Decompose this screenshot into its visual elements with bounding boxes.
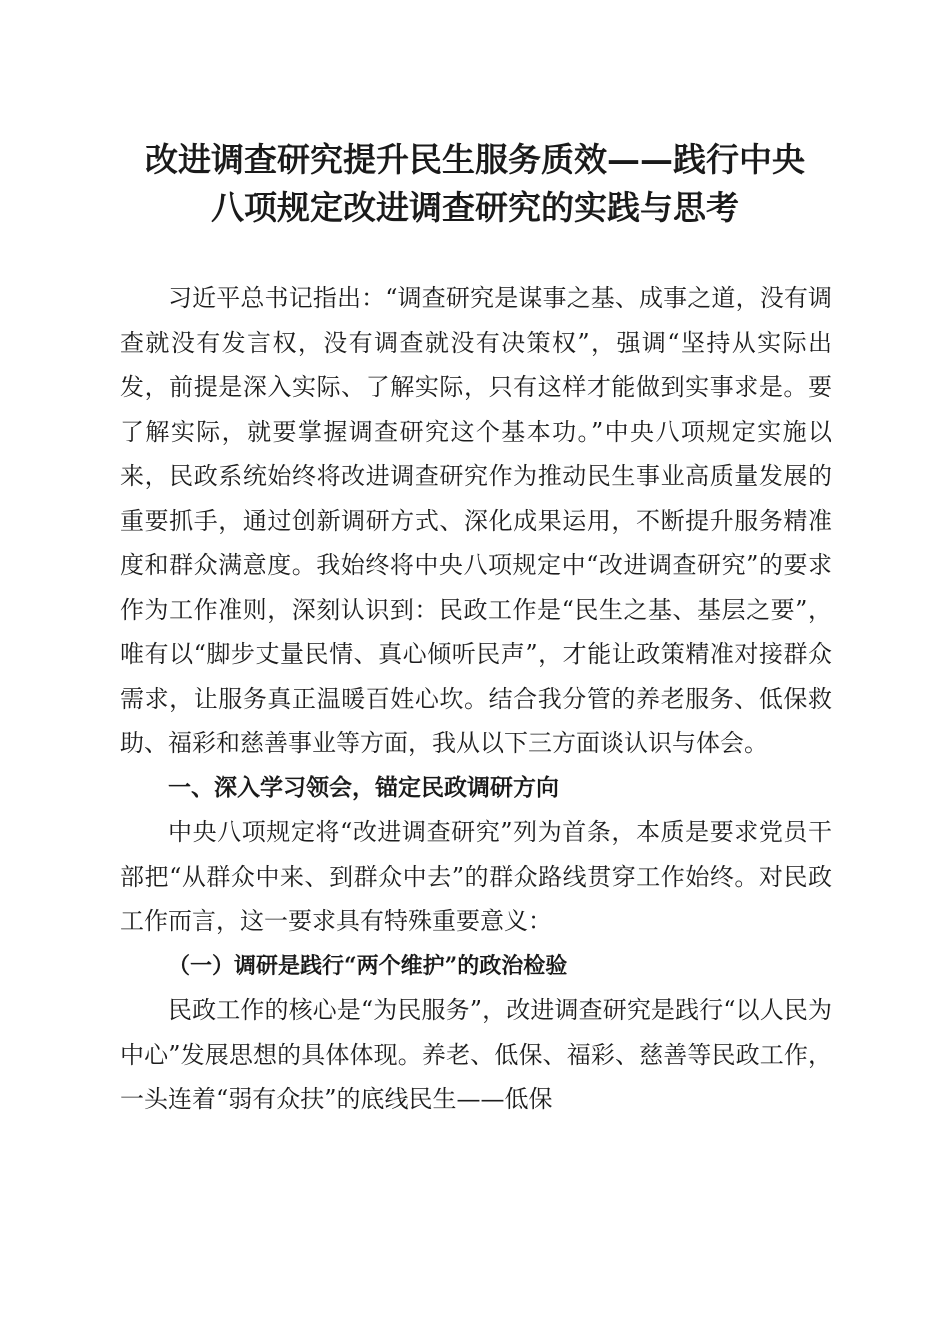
paragraph-subsection-1: 民政工作的核心是“为民服务”，改进调查研究是践行“以人民为中心”发展思想的具体体现。养老、低保、福彩、慈善等民政工作，一头连着“弱有众扶”的底线民生——低保 [120, 996, 832, 1113]
document-title [100, 136, 850, 232]
subsection-heading-1: （一）调研是践行“两个维护”的政治检验 [168, 952, 568, 979]
section-heading-1: 一、深入学习领会，锚定民政调研方向 [168, 774, 559, 801]
title-line-2: 八项规定改进调查研究的实践与思考 [211, 188, 739, 227]
title-line-1: 改进调查研究提升民生服务质效——践行中央 [145, 140, 805, 179]
paragraph-intro: 习近平总书记指出：“调查研究是谋事之基、成事之道，没有调查就没有发言权，没有调查就没有决策权”，强调“坚持从实际出发，前提是深入实际、了解实际，只有这样才能做到实事求是。要了解实际，就要掌握调查研究这个基本功。”中央八项规定实施以来，民政系统始终将改进调查研究作为推动民生事业高质量发展的重要抓手，通过创新调研方式、深化成果运用，不断提升服务精准度和群众满意度。我始终将中央八项规定中“改进调查研究”的要求作为工作准则，深刻认识到：民政工作是“民生之基、基层之要”，唯有以“脚步丈量民情、真心倾听民声”，才能让政策精准对接群众需求，让服务真正温暖百姓心坎。结合我分管的养老服务、低保救助、福彩和慈善事业等方面，我从以下三方面谈认识与体会。 [120, 284, 832, 757]
paragraph-section-1: 中央八项规定将“改进调查研究”列为首条，本质是要求党员干部把“从群众中来、到群众中去”的群众路线贯穿工作始终。对民政工作而言，这一要求具有特殊重要意义： [120, 818, 832, 935]
document-body [120, 276, 832, 1122]
